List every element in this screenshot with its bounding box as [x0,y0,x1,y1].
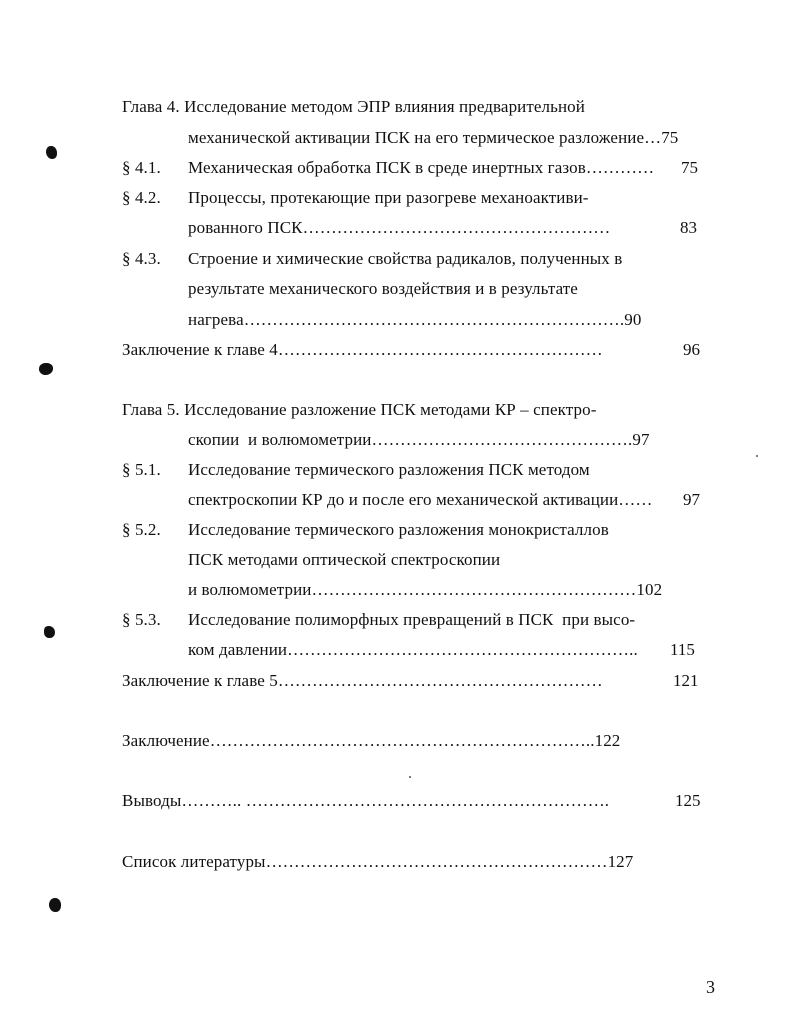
toc-page-number: 115 [670,640,695,659]
toc-findings: Выводы……….. ………………………………………………………. [122,791,610,810]
toc-page-number: 75 [681,158,698,177]
scan-artifact [46,146,57,159]
toc-section-number: § 4.3. [122,249,161,268]
scan-speck [409,776,411,778]
toc-section-5-3-title-cont: ком давлении…………………………………………………….. [188,640,638,659]
toc-section-4-1-title: Механическая обработка ПСК в среде инертных газов………… [188,158,655,177]
scan-artifact [39,363,53,375]
toc-section-number: § 4.2. [122,188,161,207]
toc-section-number: § 4.1. [122,158,161,177]
toc-section-5-3-title: Исследование полиморфных превращений в ПСК при высо- [188,610,636,629]
toc-page-number: 125 [675,791,701,810]
toc-chapter-5-conclusion: Заключение к главе 5………………………………………………… [122,671,603,690]
page-number: 3 [706,977,715,997]
toc-section-5-2-title-cont: и волюмометрии…………………………………………………102 [188,580,663,599]
toc-section-4-2-title-cont: рованного ПСК……………………………………………… [188,218,611,237]
toc-page-number: 121 [673,671,699,690]
toc-section-5-2-title-cont: ПСК методами оптической спектроскопии [188,550,501,569]
toc-references: Список литературы……………………………………………………127 [122,852,634,871]
scan-artifact [44,626,55,638]
toc-section-number: § 5.2. [122,520,161,539]
toc-section-5-1-title-cont: спектроскопии КР до и после его механической активации…… [188,490,653,509]
toc-page-number: 83 [680,218,697,237]
toc-page-number: 97 [683,490,700,509]
toc-section-number: § 5.1. [122,460,161,479]
toc-chapter-4-title-cont: механической активации ПСК на его термическое разложение…75 [188,128,679,147]
toc-section-4-3-title: Строение и химические свойства радикалов, полученных в [188,249,623,268]
toc-section-5-2-title: Исследование термического разложения монокристаллов [188,520,609,539]
toc-section-5-1-title: Исследование термического разложения ПСК методом [188,460,590,479]
toc-section-4-3-title-cont: нагрева………………………………………………………….90 [188,310,642,329]
toc-section-4-3-title-cont: результате механического воздействия и в результате [188,279,578,298]
toc-chapter-4-conclusion: Заключение к главе 4………………………………………………… [122,340,603,359]
scan-artifact [49,898,61,912]
toc-section-4-2-title: Процессы, протекающие при разогреве механоактиви- [188,188,589,207]
toc-page-number: 96 [683,340,700,359]
toc-section-number: § 5.3. [122,610,161,629]
scan-speck [756,455,758,457]
toc-conclusion: Заключение…………………………………………………………..122 [122,731,621,750]
toc-chapter-5-title: Глава 5. Исследование разложение ПСК методами КР – спектро- [122,400,597,419]
toc-chapter-4-title: Глава 4. Исследование методом ЭПР влияния предварительной [122,97,585,116]
toc-chapter-5-title-cont: скопии и волюмометрии……………………………………….97 [188,430,650,449]
